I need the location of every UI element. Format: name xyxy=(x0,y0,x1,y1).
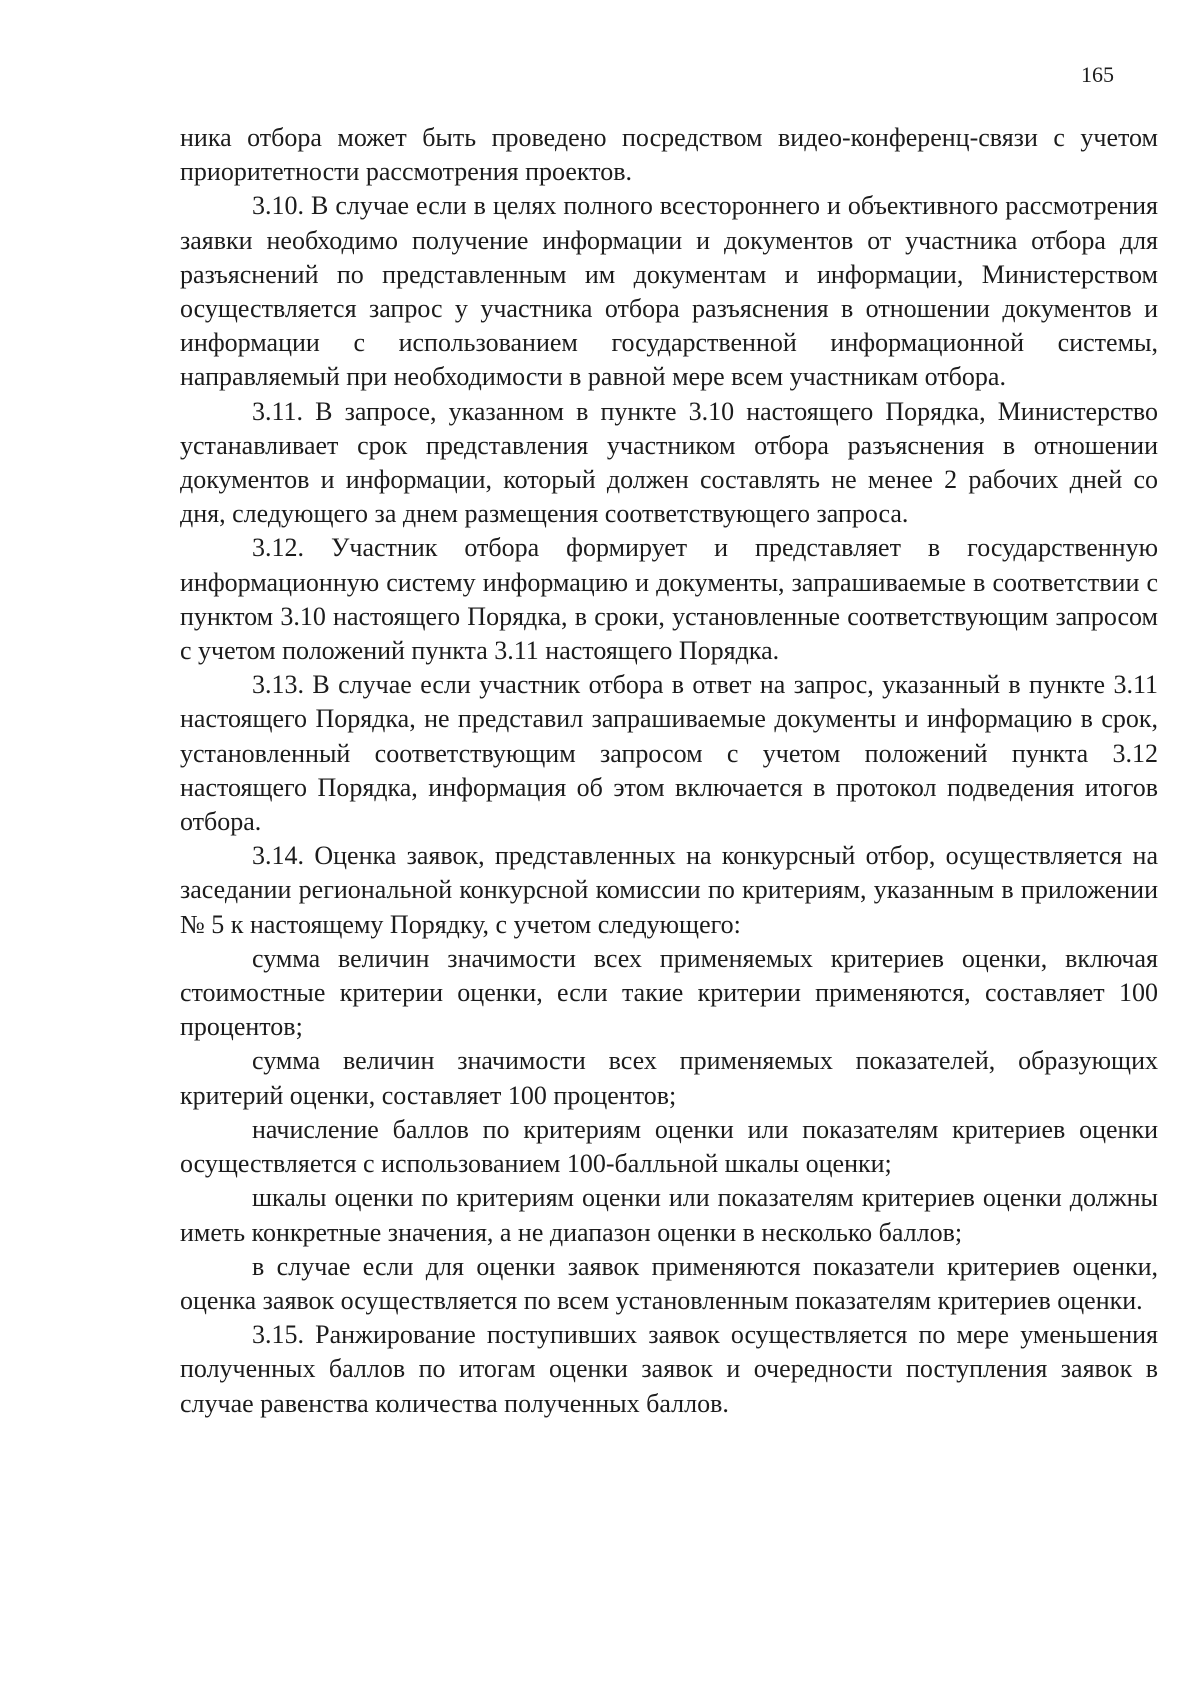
paragraph-indicator-evaluation: в случае если для оценки заявок применяются показатели критериев оценки, оценка заявок осуществляется по всем установленным показателям критериев оценки. xyxy=(180,1251,1158,1315)
paragraph-criteria-sum: сумма величин значимости всех применяемых критериев оценки, включая стоимостные критерии оценки, если такие критерии применяются, составляет 100 процентов; xyxy=(180,943,1158,1042)
paragraph-scale-values: шкалы оценки по критериям оценки или показателям критериев оценки должны иметь конкретные значения, а не диапазон оценки в несколько баллов; xyxy=(180,1183,1158,1247)
paragraph-continuation: ника отбора может быть проведено посредством видео-конференц-связи с учетом приоритетности рассмотрения проектов. xyxy=(180,123,1158,187)
paragraph-scoring-scale: начисление баллов по критериям оценки или показателям критериев оценки осуществляется с использованием 100-балльной шкалы оценки; xyxy=(180,1114,1158,1179)
paragraph-3-10: 3.10. В случае если в целях полного всестороннего и объективного рассмотрения заявки необходимо получение информации и документов от участника отбора для разъяснений по представленным им документам и информации, Министерством осуществляется запрос у участника отбора разъяснения в отношении документов и информации с использованием государственной информационной системы, направляемый при необходимости в равной мере всем участникам отбора. xyxy=(180,191,1158,392)
paragraph-3-15: 3.15. Ранжирование поступивших заявок осуществляется по мере уменьшения полученных баллов по итогам оценки заявок и очередности поступления заявок в случае равенства количества полученных баллов. xyxy=(180,1320,1158,1418)
paragraph-indicators-sum: сумма величин значимости всех применяемых показателей, образующих критерий оценки, составляет 100 процентов; xyxy=(180,1046,1158,1110)
paragraph-3-14: 3.14. Оценка заявок, представленных на конкурсный отбор, осуществляется на заседании региональной конкурсной комиссии по критериям, указанным в приложении № 5 к настоящему Порядку, с учетом следующего: xyxy=(180,841,1158,939)
paragraph-3-11: 3.11. В запросе, указанном в пункте 3.10 настоящего Порядка, Министерство устанавливает срок представления участником отбора разъяснения в отношении документов и информации, который должен составлять не менее 2 рабочих дней со дня, следующего за днем размещения соответствующего запроса. xyxy=(180,396,1158,529)
paragraph-3-12: 3.12. Участник отбора формирует и представляет в государственную информационную систему информацию и документы, запрашиваемые в соответствии с пунктом 3.10 настоящего Порядка, в сроки, установленные соответствующим запросом с учетом положений пункта 3.11 настоящего Порядка. xyxy=(180,533,1158,666)
document-body xyxy=(180,121,1158,1421)
page-number: 165 xyxy=(1081,62,1114,87)
paragraph-3-13: 3.13. В случае если участник отбора в ответ на запрос, указанный в пункте 3.11 настоящего Порядка, не представил запрашиваемые документы и информацию в срок, установленный соответствующим запросом с учетом положений пункта 3.12 настоящего Порядка, информация об этом включается в протокол подведения итогов отбора. xyxy=(180,670,1158,837)
